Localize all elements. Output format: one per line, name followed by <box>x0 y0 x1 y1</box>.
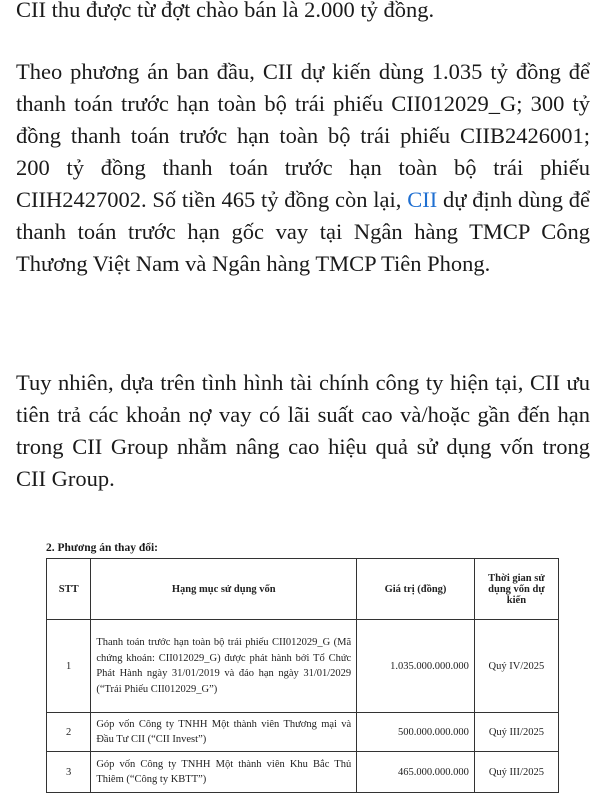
lead-line: CII thu được từ đợt chào bán là 2.000 tỷ đồng. <box>16 0 435 22</box>
capital-use-table <box>46 558 559 793</box>
column-header-time: Thời gian sử dụng vốn dự kiến <box>474 559 558 620</box>
row-item: Thanh toán trước hạn toàn bộ trái phiếu CII012029_G (Mã chứng khoán: CII012029_G) được phát hành bởi Tổ Chức Phát Hành ngày 31/01/2019 và đáo hạn ngày 31/01/2029 (“Trái Phiếu CII012029_G”) <box>91 620 357 713</box>
document-heading: 2. Phương án thay đổi: <box>46 542 159 554</box>
row-time: Quý III/2025 <box>474 713 558 752</box>
cii-link[interactable]: CII <box>407 187 438 212</box>
row-item: Góp vốn Công ty TNHH Một thành viên Thương mại và Đầu Tư CII (“CII Invest”) <box>91 713 357 752</box>
row-value: 500.000.000.000 <box>357 713 475 752</box>
table-row <box>47 620 559 713</box>
row-stt: 1 <box>47 620 91 713</box>
paragraph-1-text-a: Theo phương án ban đầu, CII dự kiến dùng 1.035 tỷ đồng để thanh toán trước hạn toàn bộ trái phiếu CII012029_G; 300 tỷ đồng thanh toán trước hạn toàn bộ trái phiếu CIIB2426001; 200 tỷ đồng thanh toán trước hạn toàn bộ trái phiếu CIIH2427002. Số tiền 465 tỷ đồng còn lại, <box>16 59 590 212</box>
row-item: Góp vốn Công ty TNHH Một thành viên Khu Bắc Thủ Thiêm (“Công ty KBTT”) <box>91 752 357 793</box>
table-row <box>47 713 559 752</box>
row-stt: 2 <box>47 713 91 752</box>
column-header-value: Giá trị (đồng) <box>357 559 475 620</box>
paragraph-however: Tuy nhiên, dựa trên tình hình tài chính công ty hiện tại, CII ưu tiên trả các khoản nợ vay có lãi suất cao và/hoặc gần đến hạn trong CII Group nhằm nâng cao hiệu quả sử dụng vốn trong CII Group. <box>16 370 590 491</box>
column-header-item: Hạng mục sử dụng vốn <box>91 559 357 620</box>
row-time: Quý III/2025 <box>474 752 558 793</box>
document-image <box>28 536 578 800</box>
paragraph-original-plan <box>16 56 590 280</box>
row-value: 1.035.000.000.000 <box>357 620 475 713</box>
row-value: 465.000.000.000 <box>357 752 475 793</box>
table-row <box>47 752 559 793</box>
row-stt: 3 <box>47 752 91 793</box>
row-time: Quý IV/2025 <box>474 620 558 713</box>
paragraph-1-text-b: dự định dùng để thanh toán trước hạn gốc vay tại Ngân hàng TMCP Công Thương Việt Nam và Ngân hàng TMCP Tiên Phong. <box>16 187 590 276</box>
column-header-stt: STT <box>47 559 91 620</box>
table-header-row <box>47 559 559 620</box>
